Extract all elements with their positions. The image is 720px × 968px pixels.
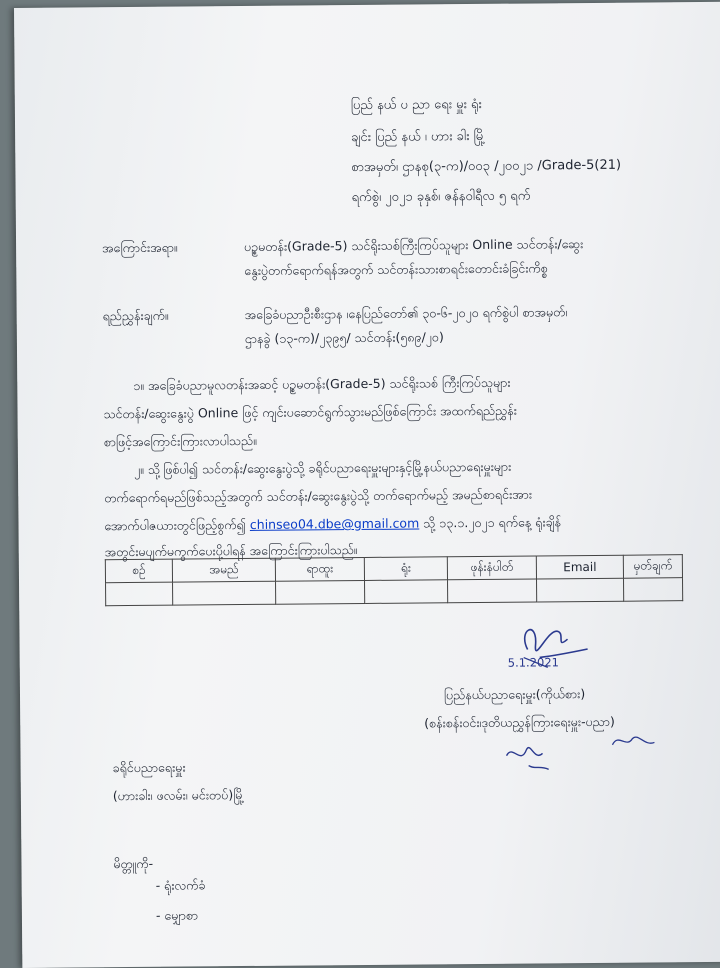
- col-no: စဉ်: [105, 559, 172, 583]
- document-page: [14, 2, 720, 968]
- reference-line-1: အခြေခံပညာဦးစီးဌာန ၊နေပြည်တော်၏ ၃၀-၆-၂၀၂၀ ရက်စွဲပါ စာအမှတ်၊: [244, 304, 568, 322]
- col-email: Email: [536, 555, 623, 579]
- para1-line-1: ၁။ အခြေခံပညာမူလတန်းအဆင့် ပဉ္စမတန်း(Grade-5) သင်ရိုးသစ် ကြီးကြပ်သူများ: [133, 374, 511, 393]
- office-location: ချင်း ပြည် နယ် ၊ ဟား ခါး မြို့: [351, 128, 486, 146]
- col-position: ရာထူး: [275, 557, 364, 581]
- subject-label: အကြောင်းအရာ။: [102, 239, 178, 256]
- table-cell: [173, 581, 276, 605]
- para1-line-3: စာဖြင့်အကြောင်းကြားလာပါသည်။: [103, 432, 258, 450]
- email-link[interactable]: chinseo04.dbe@gmail.com: [249, 515, 420, 532]
- table-cell: [106, 582, 173, 606]
- cc-item: - မျှောစာ: [155, 907, 199, 923]
- col-name: အမည်: [172, 558, 275, 582]
- signer-name: (စန်းစန်းဝင်း၊ဒုတိယညွှန်ကြားရေးမှူး-ပညာ): [424, 713, 615, 731]
- table-cell: [365, 580, 448, 604]
- col-phone: ဖုန်းနံပါတ်: [447, 556, 536, 580]
- initial-scribble-2: [606, 726, 666, 757]
- table-cell: [623, 578, 682, 602]
- letter-number: စာအမှတ်၊ ဌာနစု(၃-က)/၀၀၃ /၂၀၀၂၁ /Grade-5(21): [351, 157, 622, 176]
- signature-date: 5.1.2021: [507, 655, 560, 670]
- col-office: ရုံး: [364, 557, 447, 581]
- table-cell: [537, 578, 624, 602]
- office-name: ပြည် နယ် ပ ညာ ရေး မှူး ရုံး: [350, 96, 482, 114]
- para2-line-4: အတွင်းမပျက်မကွက်ပေးပို့ပါရန် အကြောင်းကြားပါသည်။: [104, 542, 358, 560]
- col-remark: မှတ်ချက်: [623, 555, 682, 579]
- para2-line-2: တက်ရောက်ရမည်ဖြစ်သည့်အတွက် သင်တန်း/ဆွေးနွေးပွဲသို့ တက်ရောက်မည့် အမည်စာရင်းအား: [104, 486, 533, 506]
- para2-line-3: [104, 513, 561, 535]
- cc-label: မိတ္တူကို-: [113, 855, 154, 872]
- cc-item: - ရုံးလက်ခံ: [155, 877, 206, 893]
- recipient-title: ခရိုင်ပညာရေးမှူး: [112, 759, 186, 776]
- subject-line-1: ပဉ္စမတန်း(Grade-5) သင်ရိုးသစ်ကြီးကြပ်သူများ Online သင်တန်း/ဆွေး: [244, 236, 584, 255]
- table-cell: [448, 579, 537, 603]
- table-cell: [276, 580, 365, 604]
- letter-date: ရက်စွဲ၊ ၂၀၂၁ ခုနှစ်၊ ဇန်နဝါရီလ ၅ ရက်: [351, 188, 531, 206]
- para2-line-1: ၂။ သို့ဖြစ်ပါ၍ သင်တန်း/ဆွေးနွေးပွဲသို့ ခရိုင်ပညာရေးမှူးများနှင့်မြို့နယ်ပညာရေးမှူးများ: [133, 458, 512, 477]
- subject-line-2: နွေးပွဲတက်ရောက်ရန်အတွက် သင်တန်းသားစာရင်းတောင်းခံခြင်းကိစ္စ: [244, 260, 548, 278]
- para2-line-3-post: သို့ ၁၃.၁.၂၀၂၁ ရက်နေ့ ရုံးချိန်: [423, 514, 562, 531]
- recipient-towns: (ဟားခါး၊ ဖလမ်း၊ မင်းတပ်)မြို့: [112, 787, 245, 804]
- table-row: [106, 578, 683, 606]
- reference-line-2: ဌာနခွဲ (၁၃-က)/၂၃၉၅/ သင်တန်း(၅၈၉/၂၀): [244, 329, 444, 346]
- attendee-table: [105, 554, 683, 606]
- signer-title: ပြည်နယ်ပညာရေးမှူး(ကိုယ်စား): [443, 686, 586, 703]
- reference-label: ရည်ညွှန်းချက်။: [102, 307, 169, 324]
- para1-line-2: သင်တန်း/ဆွေးနွေးပွဲ Online ဖြင့် ကျင်းပဆောင်ရွက်သွားမည်ဖြစ်ကြောင်း အထက်ရည်ညွှန်း: [103, 402, 517, 422]
- initial-scribble: [498, 735, 558, 776]
- para2-line-3-pre: အောက်ပါဇယားတွင်ဖြည့်စွက်၍: [104, 516, 246, 534]
